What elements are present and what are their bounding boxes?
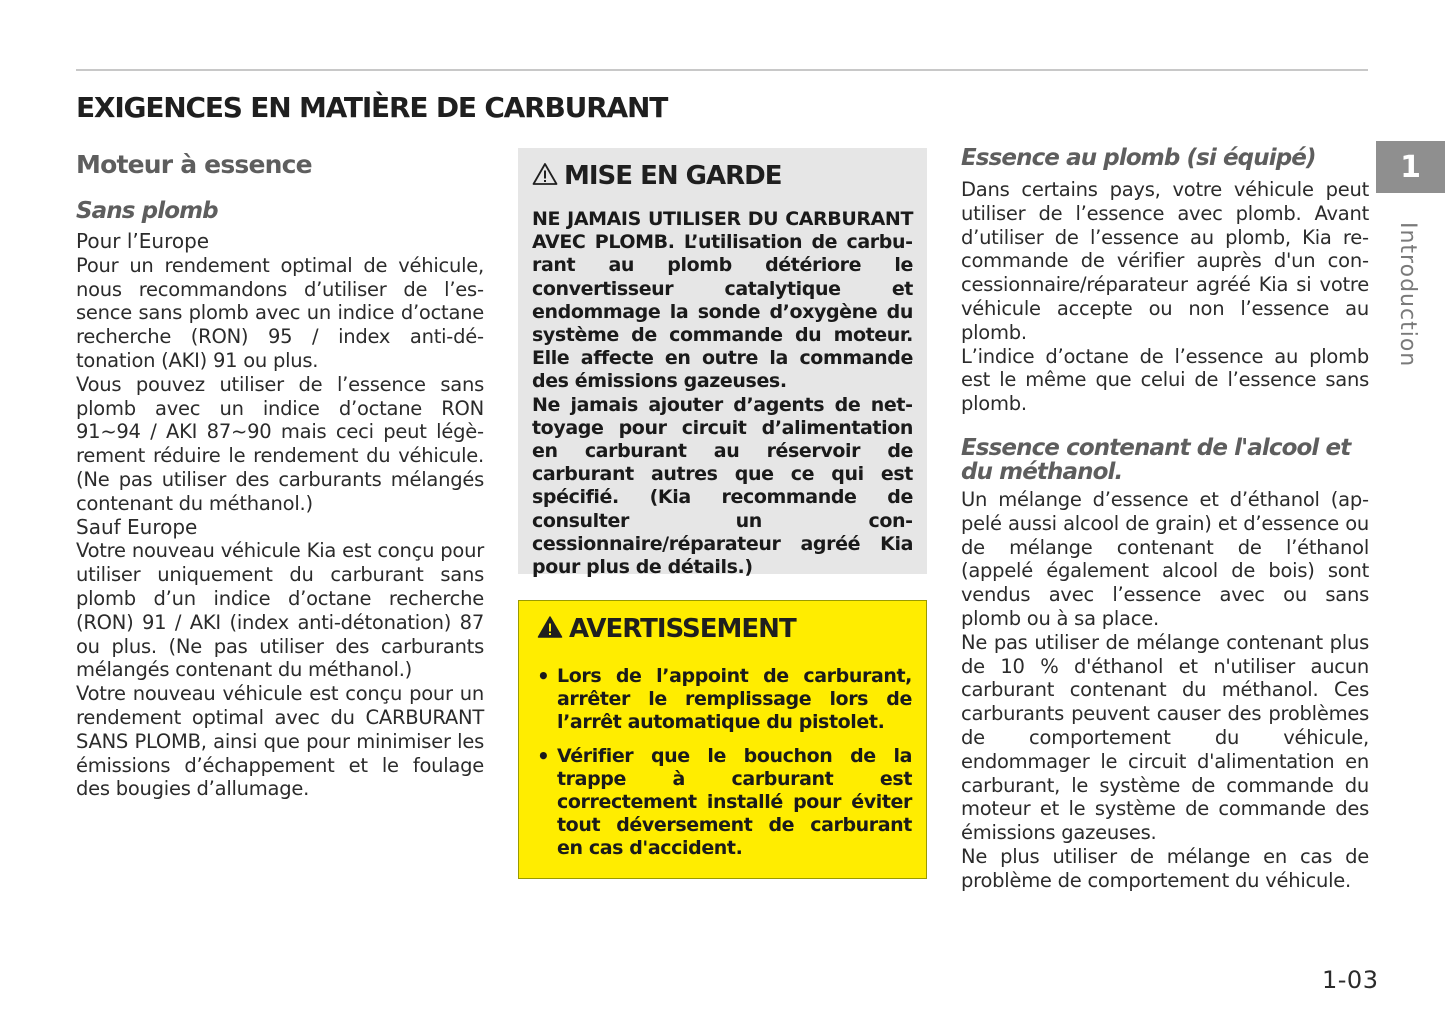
paragraph-alcohol-2: Ne pas utiliser de mélange contenant plus de 10 % d'éthanol et n'utiliser aucun carburant contenant du méthanol. Ces carburants peuvent causer des problèmes de comportement du véhicule, endommager le circuit d'alimentation en carburant, le système de commande du moteur et le système de commande des émissions gazeuses. bbox=[961, 630, 1369, 845]
chapter-label: Introduction bbox=[1395, 222, 1420, 368]
warning-item-text-1: Lors de l’appoint de carburant, arrêter le remplissage lors de l’arrêt automatique du pistolet. bbox=[557, 665, 912, 734]
warning-header bbox=[537, 611, 912, 647]
warning-title: AVERTISSEMENT bbox=[569, 614, 796, 644]
warning-triangle-filled-icon bbox=[537, 615, 563, 643]
paragraph-alcohol-3: Ne plus utiliser de mélange en cas de problème de comportement du véhicule. bbox=[961, 844, 1369, 892]
paragraph-europe-2: Vous pouvez utiliser de l’essence sans plomb avec un indice d’octane RON 91~94 / AKI 87~90 mais ceci peut légèrement réduire le rendement du véhicule. (Ne pas utiliser des carburants mélangés contenant du méthanol.) bbox=[76, 372, 484, 515]
page-number: 1-03 bbox=[1322, 966, 1379, 994]
warning-box bbox=[518, 600, 927, 879]
caution-header bbox=[532, 158, 913, 194]
label-europe: Pour l’Europe bbox=[76, 229, 210, 253]
warning-triangle-outline-icon bbox=[532, 162, 558, 190]
warning-item bbox=[537, 665, 912, 735]
left-column bbox=[76, 148, 484, 801]
paragraph-leaded-1: Dans certains pays, votre véhicule peut utiliser de l’essence avec plomb. Avant d’utiliser de l’essence au plomb, Kia recommande de vérifier auprès d'un concessionnaire/réparateur agréé Kia si votre véhicule accepte ou non l’essence au plomb. bbox=[961, 178, 1369, 344]
caution-title: MISE EN GARDE bbox=[564, 161, 782, 191]
header-rule bbox=[76, 69, 1368, 71]
paragraph-non-europe-1: Votre nouveau véhicule Kia est conçu pour utiliser uniquement du carburant sans plomb d’un indice d’octane recherche (RON) 91 / AKI (index anti-détonation) 87 ou plus. (Ne pas utiliser des carburants mélangés contenant du méthanol.) bbox=[76, 539, 484, 682]
paragraph-non-europe-2: Votre nouveau véhicule est conçu pour un rendement optimal avec du CARBURANT SANS PLOMB, ainsi que pour minimiser les émissions d’échappement et le foulage des bougies d’allumage. bbox=[76, 682, 484, 801]
page-title: EXIGENCES EN MATIÈRE DE CARBURANT bbox=[76, 91, 668, 124]
middle-column bbox=[518, 148, 927, 860]
caution-paragraph-1: NE JAMAIS UTILISER DU CARBURANT AVEC PLOMB. L’utilisation de carburant au plomb détériore le convertisseur catalytique et endommage la sonde d’oxygène du système de commande du moteur. Elle affecte en outre la commande des émissions gazeuses. bbox=[532, 208, 913, 393]
warning-item bbox=[537, 745, 912, 861]
caution-box bbox=[518, 148, 927, 579]
bullet: • bbox=[537, 743, 550, 768]
paragraph-leaded-2: L’indice d’octane de l’essence au plomb est le même que celui de l’essence sans plomb. bbox=[961, 344, 1369, 416]
label-non-europe: Sauf Europe bbox=[76, 514, 198, 539]
bullet: • bbox=[537, 664, 550, 688]
subheading-unleaded: Sans plomb bbox=[76, 198, 218, 224]
section-heading-engine: Moteur à essence bbox=[76, 150, 312, 179]
subheading-alcohol: Essence contenant de l'alcool et du méthanol. bbox=[961, 434, 1351, 485]
caution-paragraph-2: Ne jamais ajouter d’agents de nettoyage pour circuit d’alimentation en carburant au réservoir de carburant autres que ce qui est spécifié. (Kia recommande de consulter un concessionnaire/réparateur agréé Kia pour plus de détails.) bbox=[532, 393, 913, 579]
paragraph-alcohol-1: Un mélange d’essence et d’éthanol (appelé aussi alcool de grain) et d’essence ou de mélange contenant de l’éthanol (appelé également alcool de bois) sont vendus avec l’essence avec ou sans plomb ou à sa place. bbox=[961, 487, 1369, 630]
right-column bbox=[961, 146, 1369, 893]
paragraph-europe-1: Pour un rendement optimal de véhicule, nous recommandons d’utiliser de l’essence sans plomb avec un indice d’octane recherche (RON) 95 / index anti-détonation (AKI) 91 ou plus. bbox=[76, 253, 484, 372]
subheading-leaded: Essence au plomb (si équipé) bbox=[961, 145, 1316, 171]
warning-item-text-2: Vérifier que le bouchon de la trappe à carburant est correctement installé pour éviter tout déversement de carburant en cas d'accident. bbox=[557, 744, 912, 860]
chapter-number-tab: 1 bbox=[1376, 141, 1445, 193]
